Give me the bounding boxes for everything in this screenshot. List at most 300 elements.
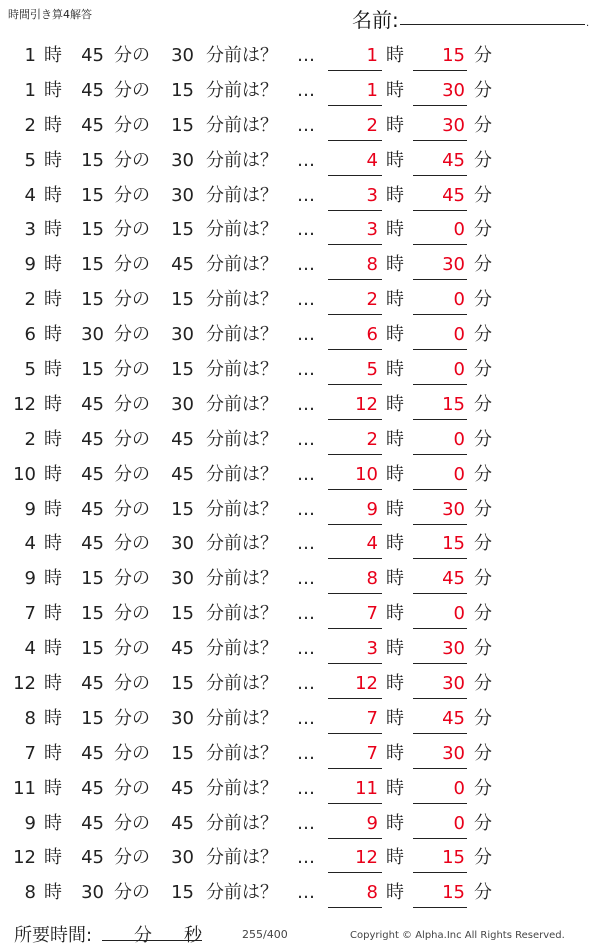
minutes-before: 15: [171, 742, 194, 764]
hour-unit-label: 時: [386, 777, 404, 799]
answer-minute[interactable]: 0: [453, 777, 465, 799]
hour-unit-label: 時: [386, 393, 404, 415]
hour-unit-label: 時: [386, 324, 404, 346]
answer-hour[interactable]: 7: [366, 742, 378, 764]
hour-unit-label: 時: [386, 149, 404, 171]
answer-hour[interactable]: 3: [366, 219, 378, 241]
answer-minute[interactable]: 15: [442, 847, 465, 869]
hour-unit-label: 時: [44, 254, 62, 276]
before-question-label: 分前は？: [206, 324, 278, 346]
hour-unit-label: 時: [386, 742, 404, 764]
hour-unit-label: 時: [44, 742, 62, 764]
minutes-before: 15: [171, 219, 194, 241]
answer-minute-underline: [413, 384, 467, 385]
minute-of-label: 分の: [114, 568, 150, 590]
before-question-label: 分前は？: [206, 638, 278, 660]
answer-hour-underline: [328, 454, 382, 455]
answer-hour-underline: [328, 803, 382, 804]
before-question-label: 分前は？: [206, 707, 278, 729]
hour-unit-label: 時: [44, 359, 62, 381]
minutes-before: 45: [171, 254, 194, 276]
problem-row: [0, 352, 600, 387]
before-question-label: 分前は？: [206, 882, 278, 904]
problem-row: [0, 875, 600, 910]
minute-of-label: 分の: [114, 777, 150, 799]
minute-of-label: 分の: [114, 742, 150, 764]
problem-hour: 2: [24, 289, 36, 311]
hour-unit-label: 時: [44, 673, 62, 695]
problem-minute: 30: [81, 882, 104, 904]
answer-hour-underline: [328, 349, 382, 350]
ellipsis: …: [297, 114, 315, 136]
ellipsis: …: [297, 289, 315, 311]
answer-minute[interactable]: 15: [442, 882, 465, 904]
minute-of-label: 分の: [114, 184, 150, 206]
answer-hour[interactable]: 2: [366, 428, 378, 450]
answer-hour-underline: [328, 244, 382, 245]
minute-unit-label: 分: [474, 393, 492, 415]
answer-hour-underline: [328, 628, 382, 629]
minutes-before: 30: [171, 847, 194, 869]
minute-unit-label: 分: [474, 254, 492, 276]
problem-row: [0, 631, 600, 666]
answer-minute-underline: [413, 140, 467, 141]
answer-minute[interactable]: 30: [442, 114, 465, 136]
answer-hour-underline: [328, 419, 382, 420]
problem-hour: 12: [13, 673, 36, 695]
minutes-before: 15: [171, 603, 194, 625]
answer-hour[interactable]: 3: [366, 638, 378, 660]
problem-minute: 15: [81, 568, 104, 590]
hour-unit-label: 時: [44, 533, 62, 555]
answer-hour[interactable]: 12: [355, 847, 378, 869]
name-line-end-dot: .: [586, 18, 590, 29]
answer-minute-underline: [413, 907, 467, 908]
ellipsis: …: [297, 324, 315, 346]
before-question-label: 分前は？: [206, 812, 278, 834]
before-question-label: 分前は？: [206, 568, 278, 590]
answer-hour-underline: [328, 907, 382, 908]
problem-hour: 7: [24, 742, 36, 764]
minute-of-label: 分の: [114, 149, 150, 171]
hour-unit-label: 時: [44, 184, 62, 206]
answer-hour[interactable]: 8: [366, 568, 378, 590]
minutes-before: 45: [171, 777, 194, 799]
problem-minute: 15: [81, 638, 104, 660]
minutes-before: 15: [171, 673, 194, 695]
minute-unit-label: 分: [474, 149, 492, 171]
answer-hour[interactable]: 12: [355, 673, 378, 695]
problem-hour: 2: [24, 114, 36, 136]
before-question-label: 分前は？: [206, 603, 278, 625]
problem-row: [0, 317, 600, 352]
answer-hour-underline: [328, 140, 382, 141]
minutes-before: 30: [171, 184, 194, 206]
answer-minute-underline: [413, 803, 467, 804]
before-question-label: 分前は？: [206, 393, 278, 415]
problem-hour: 12: [13, 393, 36, 415]
minutes-before: 15: [171, 289, 194, 311]
problem-minute: 45: [81, 114, 104, 136]
before-question-label: 分前は？: [206, 254, 278, 276]
minute-of-label: 分の: [114, 289, 150, 311]
problem-minute: 15: [81, 149, 104, 171]
problem-row: [0, 387, 600, 422]
hour-unit-label: 時: [386, 568, 404, 590]
minutes-before: 45: [171, 463, 194, 485]
problem-row: [0, 38, 600, 73]
problem-hour: 5: [24, 149, 36, 171]
hour-unit-label: 時: [386, 219, 404, 241]
answer-minute[interactable]: 30: [442, 673, 465, 695]
minute-of-label: 分の: [114, 603, 150, 625]
hour-unit-label: 時: [386, 812, 404, 834]
hour-unit-label: 時: [386, 847, 404, 869]
ellipsis: …: [297, 149, 315, 171]
answer-hour-underline: [328, 279, 382, 280]
problem-hour: 1: [24, 79, 36, 101]
hour-unit-label: 時: [386, 428, 404, 450]
answer-hour-underline: [328, 558, 382, 559]
ellipsis: …: [297, 603, 315, 625]
minute-of-label: 分の: [114, 882, 150, 904]
minutes-before: 15: [171, 882, 194, 904]
minute-of-label: 分の: [114, 498, 150, 520]
answer-hour[interactable]: 4: [366, 149, 378, 171]
problem-row: [0, 143, 600, 178]
answer-hour[interactable]: 7: [366, 603, 378, 625]
minute-unit-label: 分: [474, 568, 492, 590]
answer-minute[interactable]: 0: [453, 463, 465, 485]
problem-row: [0, 526, 600, 561]
answer-minute[interactable]: 45: [442, 149, 465, 171]
minutes-before: 30: [171, 149, 194, 171]
answer-minute-underline: [413, 593, 467, 594]
answer-hour[interactable]: 9: [366, 812, 378, 834]
hour-unit-label: 時: [44, 79, 62, 101]
minute-of-label: 分の: [114, 219, 150, 241]
answer-minute-underline: [413, 663, 467, 664]
hour-unit-label: 時: [386, 254, 404, 276]
problem-hour: 9: [24, 812, 36, 834]
answer-minute[interactable]: 15: [442, 533, 465, 555]
hour-unit-label: 時: [386, 45, 404, 66]
ellipsis: …: [297, 847, 315, 869]
answer-minute[interactable]: 15: [442, 45, 465, 66]
answer-hour[interactable]: 7: [366, 707, 378, 729]
answer-minute[interactable]: 30: [442, 638, 465, 660]
minute-of-label: 分の: [114, 847, 150, 869]
ellipsis: …: [297, 254, 315, 276]
answer-hour-underline: [328, 70, 382, 71]
answer-minute[interactable]: 0: [453, 812, 465, 834]
ellipsis: …: [297, 673, 315, 695]
problem-hour: 4: [24, 638, 36, 660]
minute-unit-label: 分: [474, 707, 492, 729]
problem-hour: 8: [24, 707, 36, 729]
hour-unit-label: 時: [44, 603, 62, 625]
problem-row: [0, 701, 600, 736]
answer-minute[interactable]: 30: [442, 742, 465, 764]
answer-minute-underline: [413, 872, 467, 873]
minutes-before: 15: [171, 359, 194, 381]
answer-minute[interactable]: 45: [442, 184, 465, 206]
minute-of-label: 分の: [114, 707, 150, 729]
hour-unit-label: 時: [386, 463, 404, 485]
answer-minute-underline: [413, 175, 467, 176]
answer-minute-underline: [413, 524, 467, 525]
answer-hour[interactable]: 1: [366, 79, 378, 101]
answer-hour-underline: [328, 489, 382, 490]
name-blank-line[interactable]: [400, 24, 585, 25]
answer-minute[interactable]: 0: [453, 428, 465, 450]
problem-row: [0, 422, 600, 457]
problem-minute: 15: [81, 254, 104, 276]
ellipsis: …: [297, 777, 315, 799]
minutes-before: 30: [171, 45, 194, 66]
minute-unit-label: 分: [474, 847, 492, 869]
answer-hour[interactable]: 8: [366, 882, 378, 904]
minute-of-label: 分の: [114, 324, 150, 346]
answer-hour[interactable]: 5: [366, 359, 378, 381]
problem-hour: 8: [24, 882, 36, 904]
hour-unit-label: 時: [44, 498, 62, 520]
answer-hour[interactable]: 3: [366, 184, 378, 206]
problem-row: [0, 178, 600, 213]
answer-hour-underline: [328, 663, 382, 664]
minute-unit-label: 分: [474, 742, 492, 764]
minute-of-label: 分の: [114, 359, 150, 381]
elapsed-minute-label: 分: [134, 925, 152, 946]
elapsed-time-label: 所要時間:: [14, 925, 93, 946]
hour-unit-label: 時: [386, 603, 404, 625]
hour-unit-label: 時: [44, 463, 62, 485]
answer-hour[interactable]: 11: [355, 777, 378, 799]
hour-unit-label: 時: [386, 359, 404, 381]
hour-unit-label: 時: [44, 812, 62, 834]
problem-row: [0, 457, 600, 492]
answer-minute[interactable]: 0: [453, 324, 465, 346]
problem-row: [0, 492, 600, 527]
hour-unit-label: 時: [44, 114, 62, 136]
hour-unit-label: 時: [386, 707, 404, 729]
problem-row: [0, 108, 600, 143]
answer-minute-underline: [413, 349, 467, 350]
hour-unit-label: 時: [386, 114, 404, 136]
problem-hour: 7: [24, 603, 36, 625]
before-question-label: 分前は？: [206, 289, 278, 311]
answer-minute-underline: [413, 698, 467, 699]
answer-hour[interactable]: 6: [366, 324, 378, 346]
hour-unit-label: 時: [44, 393, 62, 415]
hour-unit-label: 時: [44, 428, 62, 450]
problem-hour: 3: [24, 219, 36, 241]
ellipsis: …: [297, 184, 315, 206]
problem-minute: 15: [81, 219, 104, 241]
answer-hour[interactable]: 12: [355, 393, 378, 415]
answer-minute-underline: [413, 314, 467, 315]
elapsed-second-label: 秒: [184, 925, 202, 946]
answer-minute[interactable]: 0: [453, 289, 465, 311]
answer-minute-underline: [413, 70, 467, 71]
minute-unit-label: 分: [474, 324, 492, 346]
answer-hour[interactable]: 2: [366, 114, 378, 136]
answer-hour-underline: [328, 872, 382, 873]
problem-hour: 9: [24, 498, 36, 520]
hour-unit-label: 時: [386, 289, 404, 311]
answer-minute[interactable]: 45: [442, 707, 465, 729]
answer-minute[interactable]: 0: [453, 603, 465, 625]
ellipsis: …: [297, 707, 315, 729]
answer-hour-underline: [328, 838, 382, 839]
answer-hour-underline: [328, 314, 382, 315]
answer-hour[interactable]: 10: [355, 463, 378, 485]
ellipsis: …: [297, 882, 315, 904]
minute-of-label: 分の: [114, 812, 150, 834]
ellipsis: …: [297, 568, 315, 590]
problem-row: [0, 561, 600, 596]
before-question-label: 分前は？: [206, 219, 278, 241]
problem-hour: 4: [24, 533, 36, 555]
minute-of-label: 分の: [114, 533, 150, 555]
problem-row: [0, 282, 600, 317]
answer-minute[interactable]: 0: [453, 219, 465, 241]
hour-unit-label: 時: [44, 882, 62, 904]
answer-hour-underline: [328, 698, 382, 699]
problem-minute: 30: [81, 324, 104, 346]
minute-unit-label: 分: [474, 289, 492, 311]
minute-unit-label: 分: [474, 79, 492, 101]
before-question-label: 分前は？: [206, 359, 278, 381]
minutes-before: 30: [171, 393, 194, 415]
ellipsis: …: [297, 742, 315, 764]
ellipsis: …: [297, 812, 315, 834]
name-label: 名前:: [352, 8, 399, 32]
before-question-label: 分前は？: [206, 184, 278, 206]
ellipsis: …: [297, 428, 315, 450]
minutes-before: 45: [171, 638, 194, 660]
minute-of-label: 分の: [114, 638, 150, 660]
hour-unit-label: 時: [386, 638, 404, 660]
answer-hour-underline: [328, 524, 382, 525]
problem-hour: 1: [24, 45, 36, 66]
minute-of-label: 分の: [114, 428, 150, 450]
minutes-before: 45: [171, 812, 194, 834]
minute-unit-label: 分: [474, 603, 492, 625]
problem-row: [0, 596, 600, 631]
ellipsis: …: [297, 463, 315, 485]
answer-minute-underline: [413, 558, 467, 559]
answer-hour-underline: [328, 175, 382, 176]
before-question-label: 分前は？: [206, 79, 278, 101]
before-question-label: 分前は？: [206, 463, 278, 485]
problem-minute: 15: [81, 359, 104, 381]
hour-unit-label: 時: [44, 324, 62, 346]
hour-unit-label: 時: [44, 45, 62, 66]
before-question-label: 分前は？: [206, 498, 278, 520]
answer-minute-underline: [413, 419, 467, 420]
worksheet-title: 時間引き算4解答: [8, 8, 92, 21]
minutes-before: 30: [171, 568, 194, 590]
minute-unit-label: 分: [474, 673, 492, 695]
page-number: 255/400: [242, 928, 288, 941]
problem-row: [0, 73, 600, 108]
answer-minute[interactable]: 30: [442, 498, 465, 520]
problem-hour: 4: [24, 184, 36, 206]
minute-unit-label: 分: [474, 114, 492, 136]
answer-minute-underline: [413, 279, 467, 280]
minutes-before: 30: [171, 533, 194, 555]
answer-minute[interactable]: 30: [442, 79, 465, 101]
answer-hour-underline: [328, 210, 382, 211]
answer-hour-underline: [328, 768, 382, 769]
hour-unit-label: 時: [44, 149, 62, 171]
problem-minute: 45: [81, 428, 104, 450]
hour-unit-label: 時: [386, 79, 404, 101]
minute-of-label: 分の: [114, 79, 150, 101]
answer-minute[interactable]: 0: [453, 359, 465, 381]
minute-unit-label: 分: [474, 638, 492, 660]
answer-minute[interactable]: 45: [442, 568, 465, 590]
before-question-label: 分前は？: [206, 114, 278, 136]
hour-unit-label: 時: [386, 673, 404, 695]
minute-unit-label: 分: [474, 359, 492, 381]
minutes-before: 30: [171, 707, 194, 729]
problem-row: [0, 212, 600, 247]
minute-unit-label: 分: [474, 882, 492, 904]
problem-minute: 45: [81, 847, 104, 869]
hour-unit-label: 時: [386, 882, 404, 904]
problem-hour: 6: [24, 324, 36, 346]
ellipsis: …: [297, 638, 315, 660]
minute-unit-label: 分: [474, 498, 492, 520]
problem-minute: 45: [81, 777, 104, 799]
before-question-label: 分前は？: [206, 673, 278, 695]
answer-hour[interactable]: 4: [366, 533, 378, 555]
problem-hour: 10: [13, 463, 36, 485]
answer-hour[interactable]: 8: [366, 254, 378, 276]
hour-unit-label: 時: [44, 219, 62, 241]
problem-hour: 12: [13, 847, 36, 869]
minutes-before: 15: [171, 114, 194, 136]
problem-list: [0, 38, 600, 910]
hour-unit-label: 時: [44, 638, 62, 660]
ellipsis: …: [297, 359, 315, 381]
problem-minute: 15: [81, 707, 104, 729]
minute-of-label: 分の: [114, 45, 150, 66]
answer-minute[interactable]: 15: [442, 393, 465, 415]
answer-hour[interactable]: 2: [366, 289, 378, 311]
answer-minute-underline: [413, 733, 467, 734]
answer-minute[interactable]: 30: [442, 254, 465, 276]
problem-hour: 9: [24, 254, 36, 276]
answer-minute-underline: [413, 454, 467, 455]
problem-minute: 45: [81, 742, 104, 764]
problem-row: [0, 771, 600, 806]
problem-row: [0, 840, 600, 875]
problem-minute: 45: [81, 45, 104, 66]
answer-hour[interactable]: 9: [366, 498, 378, 520]
minutes-before: 15: [171, 498, 194, 520]
hour-unit-label: 時: [386, 498, 404, 520]
minute-unit-label: 分: [474, 428, 492, 450]
minute-of-label: 分の: [114, 673, 150, 695]
hour-unit-label: 時: [44, 847, 62, 869]
problem-hour: 2: [24, 428, 36, 450]
answer-hour[interactable]: 1: [366, 45, 378, 66]
problem-hour: 9: [24, 568, 36, 590]
problem-minute: 45: [81, 812, 104, 834]
